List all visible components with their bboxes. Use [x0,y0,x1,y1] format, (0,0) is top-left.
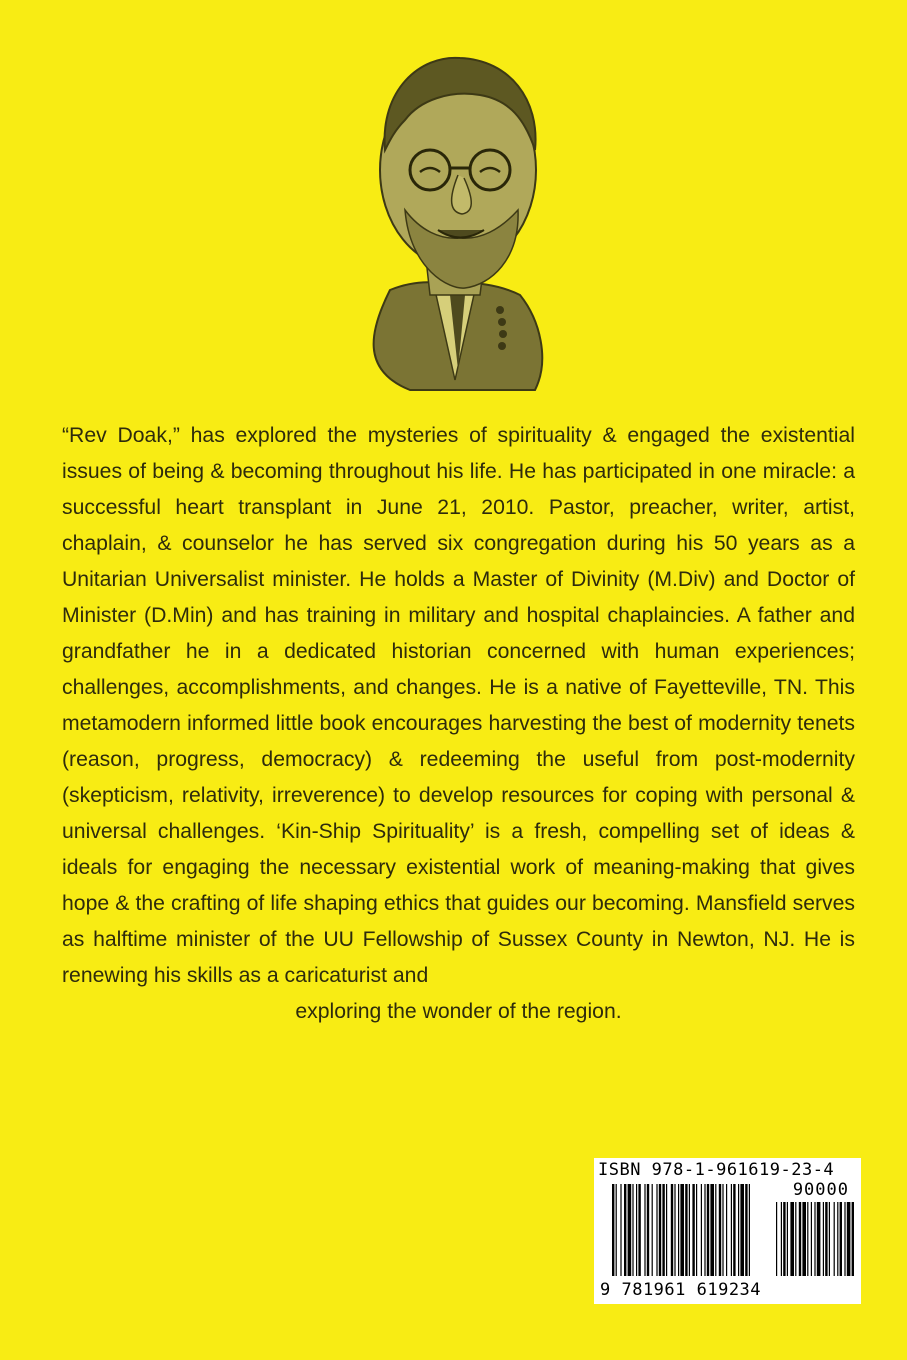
barcode-bar [685,1184,687,1276]
barcode-bar [749,1184,750,1276]
price-bar [852,1202,854,1276]
barcode-bar [738,1184,739,1276]
price-bar [825,1202,827,1276]
ean-digits: 9 781961 619234 [600,1280,762,1300]
barcode-bar [696,1184,697,1276]
barcode-bar [745,1184,747,1276]
price-bar [802,1202,806,1276]
barcode-bar [719,1184,721,1276]
barcode-bar [674,1184,675,1276]
price-bar [840,1202,842,1276]
price-bar [783,1202,785,1276]
barcode-bar [666,1184,667,1276]
barcode-bar [638,1184,640,1276]
barcode-bar [632,1184,633,1276]
barcode-bar [689,1184,690,1276]
price-bar [795,1202,796,1276]
barcode-bar [726,1184,727,1276]
barcode-bar [733,1184,735,1276]
author-caricature-portrait [350,40,560,395]
barcode-bar [671,1184,673,1276]
barcode-bar [647,1184,649,1276]
price-bar [829,1202,830,1276]
biography-last-line: exploring the wonder of the region. [295,1000,622,1023]
barcode-bar [710,1184,714,1276]
barcode-bar [624,1184,626,1276]
barcode-bar [616,1184,617,1276]
barcode-bar [680,1184,684,1276]
barcode-bar [612,1184,614,1276]
barcode-bar [644,1184,645,1276]
barcode-bar [659,1184,661,1276]
barcode-bar [656,1184,657,1276]
price-bar [814,1202,815,1276]
price-bar [847,1202,851,1276]
price-bar [781,1202,782,1276]
barcode-bar [731,1184,732,1276]
price-bar [823,1202,824,1276]
barcode-bar [740,1184,744,1276]
biography-text: “Rev Doak,” has explored the mysteries of spirituality & engaged the existential issues of being & becoming throughout his life. He has participated in one miracle: a successful heart transplant in June 21, 2010. Pastor, preacher, writer, artist, chaplain, & counselor he has served six congregation during his 50 years as a Unitarian Universalist minister. He holds a Master of Divinity (M.Div) and Doctor of Minister (D.Min) and has training in military and hospital chaplaincies. A father and grandfather he in a dedicated historian concerned with human experiences; challenges, accomplishments, and changes. He is a native of Fayetteville, TN. This metamodern informed little book encourages harvesting the best of modernity tenets (reason, progress, democracy) & redeeming the useful from post-modernity (skepticism, relativity, irreverence) to develop resources for coping with personal & universal challenges. ‘Kin-Ship Spirituality’ is a fresh, compelling set of ideas & ideals for engaging the necessary existential work of meaning-making that gives hope & the crafting of life shaping ethics that guides our becoming. Mansfield serves as halftime minister of the UU Fellowship of Sussex County in Newton, NJ. He is renewing his skills as a caricaturist and [62,424,855,987]
isbn-label: ISBN 978-1-961619-23-4 [598,1160,835,1180]
isbn-barcode [594,1158,861,1304]
author-biography [62,418,855,1030]
barcode-bar [701,1184,702,1276]
price-bar [817,1202,821,1276]
barcode-bar [678,1184,679,1276]
barcode-bar [636,1184,637,1276]
barcode-bar [662,1184,664,1276]
barcode-bar [715,1184,716,1276]
barcode-bar [652,1184,653,1276]
price-bar [807,1202,808,1276]
price-bar [787,1202,788,1276]
barcode-bar [692,1184,694,1276]
barcode-bar [620,1184,621,1276]
price-bar [844,1202,845,1276]
price-bar [776,1202,777,1276]
barcode-bar [707,1184,709,1276]
barcode-bar [628,1184,632,1276]
price-bar [790,1202,794,1276]
barcode-bar [722,1184,723,1276]
price-bar [811,1202,812,1276]
price-code: 90000 [792,1180,849,1200]
price-bar [837,1202,838,1276]
price-bar [799,1202,801,1276]
barcode-bar [704,1184,705,1276]
price-bar [834,1202,835,1276]
